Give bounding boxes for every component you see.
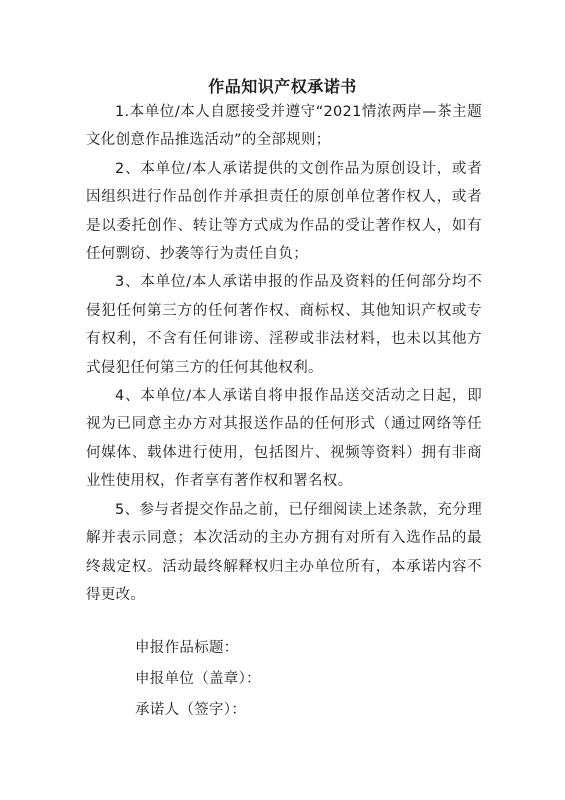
work-title-field-label: 申报作品标题： — [135, 640, 239, 656]
clause-3: 3、本单位/本人承诺申报的作品及资料的任何部分均不侵犯任何第三方的任何著作权、商标权、其他知识产权或专有权利，不含有任何诽谤、淫秽或非法材料，也未以其他方式侵犯任何第三方的任何其他权利。 — [86, 274, 482, 376]
signature-fields — [135, 633, 261, 726]
clause-4: 4、本单位/本人承诺自将申报作品送交活动之日起，即视为已同意主办方对其报送作品的任何形式（通过网络等任何媒体、载体进行使用，包括图片、视频等资料）拥有非商业性使用权，作者享有著作权和署名权。 — [86, 388, 482, 490]
clause-5: 5、参与者提交作品之前，已仔细阅读上述条款，充分理解并表示同意；本次活动的主办方拥有对所有入选作品的最终裁定权。活动最终解释权归主办单位所有，本承诺内容不得更改。 — [86, 501, 482, 603]
clause-1: 1.本单位/本人自愿接受并遵守“2021情浓两岸—茶主题文化创意作品推选活动”的全部规则； — [86, 104, 482, 149]
document-body — [86, 98, 482, 609]
document-title: 作品知识产权承诺书 — [208, 77, 357, 96]
clause-2: 2、本单位/本人承诺提供的文创作品为原创设计，或者因组织进行作品创作并承担责任的原创单位著作权人，或者是以委托创作、转让等方式成为作品的受让著作权人，如有任何剽窃、抄袭等行为责任自负； — [86, 160, 482, 263]
unit-seal-field-label: 申报单位（盖章）： — [135, 671, 261, 687]
signer-field-label: 承诺人（签字）： — [135, 702, 247, 718]
